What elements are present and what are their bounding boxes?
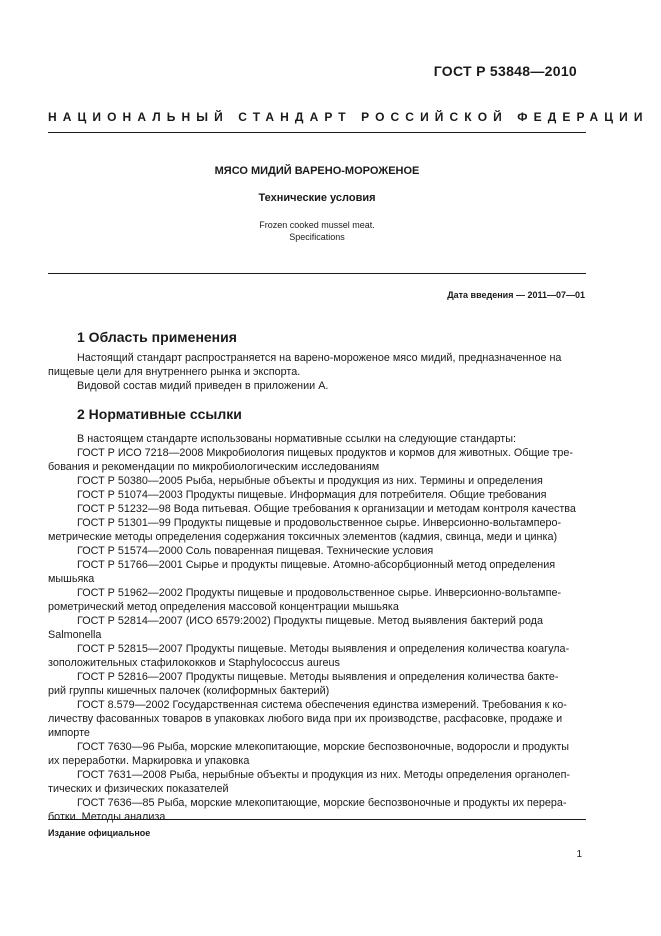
text-line: ГОСТ Р 52815—2007 Продукты пищевые. Методы выявления и определения количества коагула- <box>77 643 570 655</box>
text-line: ГОСТ Р 51962—2002 Продукты пищевые и продовольственное сырье. Инверсионно-вольтампе- <box>77 587 562 599</box>
english-title-line: Frozen cooked mussel meat. <box>259 220 375 230</box>
document-number: ГОСТ Р 53848—2010 <box>433 63 577 79</box>
text-line: ГОСТ Р 51574—2000 Соль поваренная пищевая. Технические условия <box>77 545 434 557</box>
section-2-heading: 2 Нормативные ссылки <box>77 406 242 422</box>
header-divider <box>48 132 586 133</box>
text-line: Настоящий стандарт распространяется на варено-мороженое мясо мидий, предназначенное на <box>77 352 562 364</box>
english-title <box>48 219 586 243</box>
text-line: тических и физических показателей <box>48 783 229 795</box>
text-line: метрические методы определения содержания токсичных элементов (кадмия, свинца, меди и цинка) <box>48 531 558 543</box>
text-line: рометрический метод определения массовой концентрации мышьяка <box>48 601 399 613</box>
text-line: ГОСТ 7631—2008 Рыба, нерыбные объекты и продукция из них. Методы определения органолеп- <box>77 769 571 781</box>
text-line: Видовой состав мидий приведен в приложении А. <box>77 380 329 392</box>
text-line: ботки. Методы анализа <box>48 811 166 823</box>
text-line: ГОСТ Р 50380—2005 Рыба, нерыбные объекты и продукция из них. Термины и определения <box>77 475 543 487</box>
text-line: ГОСТ 7636—85 Рыба, морские млекопитающие, морские беспозвоночные и продукты их перера- <box>77 797 567 809</box>
footer-divider <box>48 819 586 820</box>
text-line: ГОСТ Р 51301—99 Продукты пищевые и продовольственное сырье. Инверсионно-вольтамперо- <box>77 517 562 529</box>
text-line: зоположительных стафилококков и Staphylococcus aureus <box>48 657 340 669</box>
text-line: ГОСТ Р 52816—2007 Продукты пищевые. Методы выявления и определения количества бакте- <box>77 671 559 683</box>
section-1-body <box>48 351 586 393</box>
section-1-heading: 1 Область применения <box>77 329 237 345</box>
text-line: их переработки. Маркировка и упаковка <box>48 755 250 767</box>
text-line: рий группы кишечных палочек (колиформных бактерий) <box>48 685 330 697</box>
section-2-body <box>48 432 586 824</box>
text-line: ГОСТ Р ИСО 7218—2008 Микробиология пищевых продуктов и кормов для животных. Общие тре- <box>77 447 573 459</box>
official-edition-note: Издание официальное <box>48 828 151 838</box>
text-line: мышьяка <box>48 573 95 585</box>
text-line: пищевые цели для внутреннего рынка и экспорта. <box>48 366 301 378</box>
text-line: бования и рекомендации по микробиологическим исследованиям <box>48 461 380 473</box>
standard-subtitle: Технические условия <box>258 192 376 204</box>
text-line: В настоящем стандарте использованы нормативные ссылки на следующие стандарты: <box>77 433 516 445</box>
text-line: ГОСТ Р 51232—98 Вода питьевая. Общие требования к организации и методам контроля качества <box>77 503 576 515</box>
text-line: Salmonella <box>48 629 102 641</box>
text-line: ГОСТ 7630—96 Рыба, морские млекопитающие, морские беспозвоночные, водоросли и продукты <box>77 741 570 753</box>
title-divider <box>48 273 586 274</box>
text-line: личеству фасованных товаров в упаковках любого вида при их производстве, расфасовке, продаже и <box>48 713 563 725</box>
english-title-line: Specifications <box>289 232 345 242</box>
text-line: ГОСТ Р 51766—2001 Сырье и продукты пищевые. Атомно-абсорбционный метод определения <box>77 559 556 571</box>
text-line: ГОСТ Р 51074—2003 Продукты пищевые. Информация для потребителя. Общие требования <box>77 489 547 501</box>
text-line: импорте <box>48 727 90 739</box>
introduction-date: Дата введения — 2011—07—01 <box>447 290 585 300</box>
standard-title: МЯСО МИДИЙ ВАРЕНО-МОРОЖЕНОЕ <box>214 165 420 177</box>
text-line: ГОСТ Р 52814—2007 (ИСО 6579:2002) Продукты пищевые. Метод выявления бактерий рода <box>77 615 543 627</box>
text-line: ГОСТ 8.579—2002 Государственная система обеспечения единства измерений. Требования к ко- <box>77 699 567 711</box>
national-standard-banner: НАЦИОНАЛЬНЫЙ СТАНДАРТ РОССИЙСКОЙ ФЕДЕРАЦИИ <box>48 110 649 124</box>
page-number: 1 <box>576 849 582 860</box>
